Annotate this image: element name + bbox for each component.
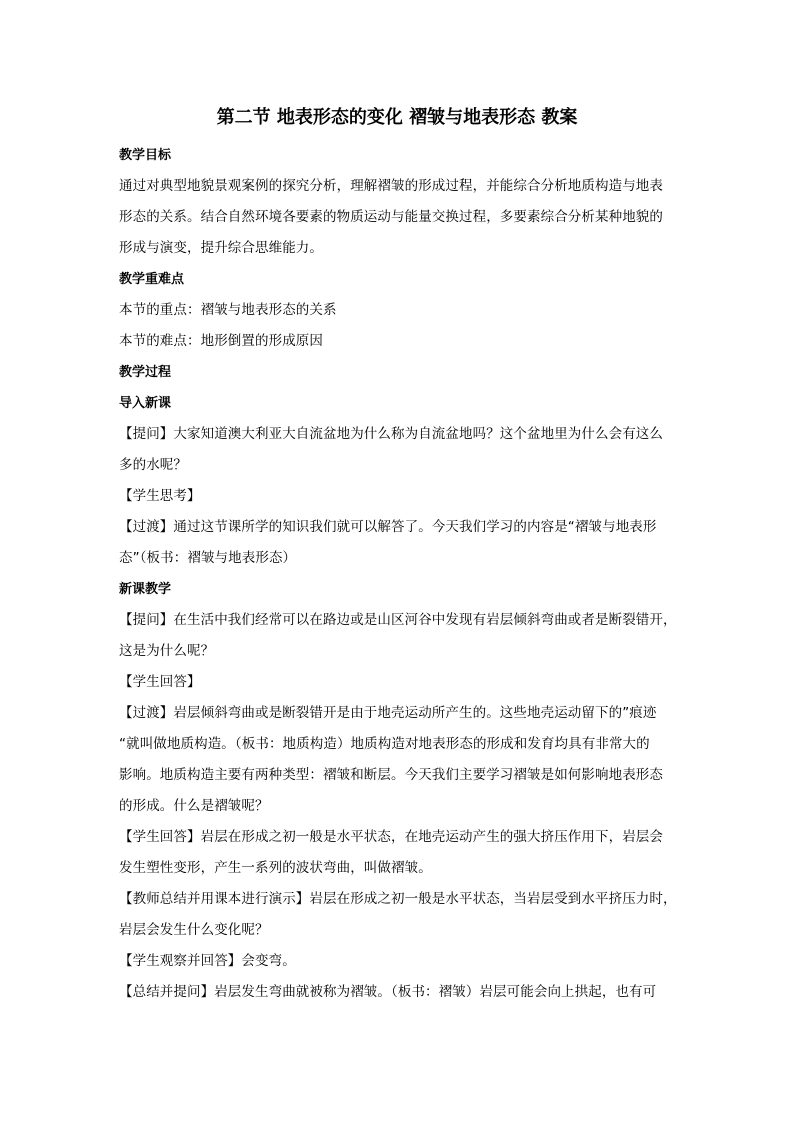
paragraph-line: 发生塑性变形，产生一系列的波状弯曲，叫做褶皱。: [119, 860, 432, 876]
paragraph-line: 多的水呢？: [119, 457, 187, 473]
document-body: [119, 140, 679, 1008]
paragraph-line: 形成与演变，提升综合思维能力。: [119, 240, 323, 256]
paragraph-line: 【教师总结并用课本进行演示】岩层在形成之初一般是水平状态，当岩层受到水平挤压力时，: [119, 891, 677, 907]
paragraph-line: 的形成。什么是褶皱呢？: [119, 798, 269, 814]
paragraph-line: 【学生回答】岩层在形成之初一般是水平状态，在地壳运动产生的强大挤压作用下，岩层会: [119, 829, 663, 845]
paragraph-line: 【过渡】岩层倾斜弯曲或是断裂错开是由于地壳运动所产生的。这些地壳运动留下的”痕迹: [119, 705, 657, 721]
paragraph-line: 这是为什么呢？: [119, 643, 215, 659]
paragraph-line: 【总结并提问】岩层发生弯曲就被称为褶皱。（板书：褶皱）岩层可能会向上拱起，也有可: [119, 984, 657, 1000]
paragraph-line: 形态的关系。结合自然环境各要素的物质运动与能量交换过程，多要素综合分析某种地貌的: [119, 209, 663, 225]
paragraph-line: 本节的难点：地形倒置的形成原因: [119, 333, 323, 349]
paragraph-line: 【学生回答】: [119, 674, 201, 690]
paragraph-line: 【过渡】通过这节课所学的知识我们就可以解答了。今天我们学习的内容是“褶皱与地表形: [119, 519, 657, 535]
paragraph-line: 通过对典型地貌景观案例的探究分析，理解褶皱的形成过程，并能综合分析地质构造与地表: [119, 178, 663, 194]
section-heading-objectives: 教学目标: [119, 148, 172, 163]
paragraph-line: 岩层会发生什么变化呢？: [119, 922, 269, 938]
document-title: 第二节 地表形态的变化 褶皱与地表形态 教案: [216, 107, 578, 128]
section-heading-process: 教学过程: [119, 365, 172, 380]
paragraph-line: 【学生思考】: [119, 488, 201, 504]
paragraph-line: 【学生观察并回答】会变弯。: [119, 953, 296, 969]
section-heading-key-points: 教学重难点: [119, 272, 185, 287]
section-heading-new-lesson: 新课教学: [119, 582, 172, 597]
paragraph-line: 【提问】在生活中我们经常可以在路边或是山区河谷中发现有岩层倾斜弯曲或者是断裂错开，: [119, 612, 677, 628]
paragraph-line: “就叫做地质构造。（板书：地质构造）地质构造对地表形态的形成和发育均具有非常大的: [119, 736, 650, 752]
paragraph-line: 本节的重点：褶皱与地表形态的关系: [119, 302, 337, 318]
paragraph-line: 态”（板书：褶皱与地表形态）: [119, 550, 297, 566]
paragraph-line: 影响。地质构造主要有两种类型：褶皱和断层。今天我们主要学习褶皱是如何影响地表形态: [119, 767, 663, 783]
paragraph-line: 【提问】大家知道澳大利亚大自流盆地为什么称为自流盆地吗？这个盆地里为什么会有这么: [119, 426, 663, 442]
section-heading-introduction: 导入新课: [119, 396, 172, 411]
